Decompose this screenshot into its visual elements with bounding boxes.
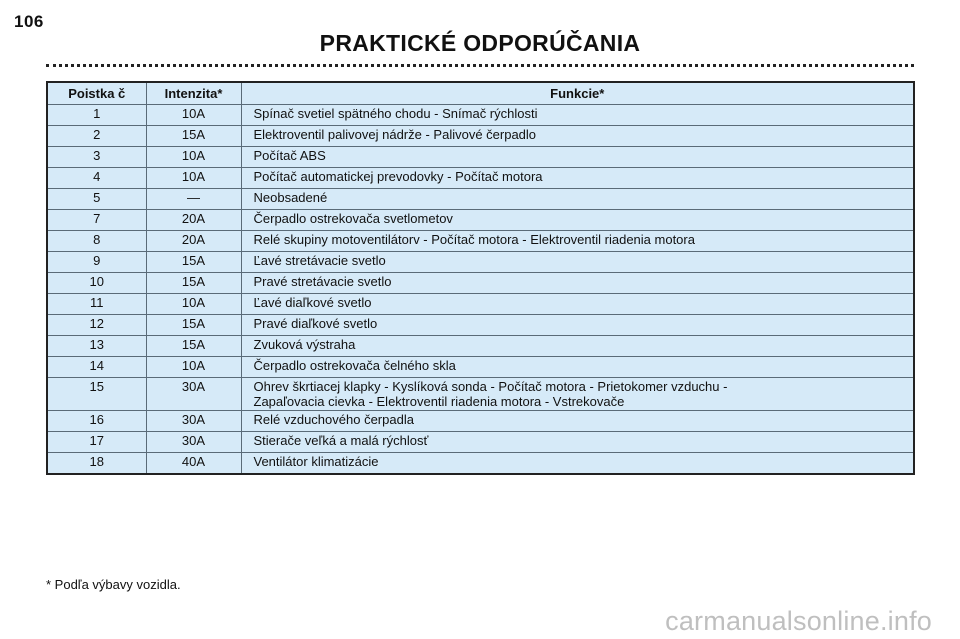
table-row [47, 432, 914, 453]
amperage-cell: 15A [146, 315, 241, 336]
fuse-number-cell: 4 [47, 168, 146, 189]
function-cell [241, 168, 914, 189]
footnote: * Podľa výbavy vozidla. [46, 577, 181, 592]
watermark: carmanualsonline.info [665, 606, 932, 636]
function-text: Pravé diaľkové svetlo [253, 316, 378, 331]
function-text: Čerpadlo ostrekovača svetlometov [253, 211, 453, 226]
fuse-number-cell: 18 [47, 453, 146, 475]
table-row [47, 210, 914, 231]
fuse-number-cell: 9 [47, 252, 146, 273]
table-row [47, 126, 914, 147]
function-cell [241, 210, 914, 231]
header-amperage: Intenzita* [146, 82, 241, 105]
table-row [47, 453, 914, 475]
function-cell [241, 432, 914, 453]
amperage-cell: 10A [146, 168, 241, 189]
amperage-cell: 15A [146, 126, 241, 147]
table-row [47, 357, 914, 378]
fuse-table-body [47, 105, 914, 475]
function-cell [241, 126, 914, 147]
table-row [47, 168, 914, 189]
amperage-cell: 15A [146, 252, 241, 273]
fuse-number-cell: 1 [47, 105, 146, 126]
fuse-number-cell: 8 [47, 231, 146, 252]
amperage-cell: 10A [146, 105, 241, 126]
function-cell [241, 357, 914, 378]
fuse-number-cell: 15 [47, 378, 146, 411]
table-row [47, 411, 914, 432]
table-row [47, 336, 914, 357]
function-text: Čerpadlo ostrekovača čelného skla [253, 358, 456, 373]
amperage-cell: 15A [146, 273, 241, 294]
table-row [47, 294, 914, 315]
function-text: Zvuková výstraha [253, 337, 356, 352]
fuse-table [46, 81, 915, 475]
function-cell [241, 189, 914, 210]
function-cell [241, 273, 914, 294]
amperage-cell: 10A [146, 294, 241, 315]
function-text: Ľavé diaľkové svetlo [253, 295, 372, 310]
table-row [47, 315, 914, 336]
function-cell [241, 252, 914, 273]
function-text: Zapaľovacia cievka - Elektroventil riadenia motora - Vstrekovače [253, 394, 625, 409]
function-text: Neobsadené [253, 190, 328, 205]
function-text: Stierače veľká a malá rýchlosť [253, 433, 429, 448]
fuse-number-cell: 12 [47, 315, 146, 336]
function-cell [241, 336, 914, 357]
amperage-cell: 30A [146, 432, 241, 453]
amperage-cell: 10A [146, 357, 241, 378]
function-text: Relé vzduchového čerpadla [253, 412, 414, 427]
fuse-number-cell: 13 [47, 336, 146, 357]
function-text: Pravé stretávacie svetlo [253, 274, 392, 289]
fuse-number-cell: 7 [47, 210, 146, 231]
function-text: Elektroventil palivovej nádrže - Palivové čerpadlo [253, 127, 537, 142]
page-number: 106 [14, 12, 44, 31]
function-cell [241, 378, 914, 411]
function-text: Relé skupiny motoventilátorv - Počítač motora - Elektroventil riadenia motora [253, 232, 695, 247]
table-row [47, 273, 914, 294]
table-row [47, 147, 914, 168]
function-cell [241, 294, 914, 315]
amperage-cell: 40A [146, 453, 241, 475]
dotted-divider [46, 64, 914, 67]
amperage-cell: 30A [146, 378, 241, 411]
fuse-number-cell: 10 [47, 273, 146, 294]
fuse-number-cell: 2 [47, 126, 146, 147]
table-row [47, 189, 914, 210]
fuse-number-cell: 5 [47, 189, 146, 210]
function-text: Počítač ABS [253, 148, 326, 163]
header-row [47, 82, 914, 105]
amperage-cell: 20A [146, 231, 241, 252]
function-cell [241, 105, 914, 126]
header-functions: Funkcie* [241, 82, 914, 105]
function-text: Počítač automatickej prevodovky - Počítač motora [253, 169, 543, 184]
header-fuse-number: Poistka č [47, 82, 146, 105]
fuse-table-header [47, 82, 914, 105]
function-cell [241, 147, 914, 168]
table-row [47, 378, 914, 411]
function-text: Ventilátor klimatizácie [253, 454, 379, 469]
amperage-cell: 20A [146, 210, 241, 231]
amperage-cell: — [146, 189, 241, 210]
function-text: Spínač svetiel spätného chodu - Snímač rýchlosti [253, 106, 538, 121]
amperage-cell: 10A [146, 147, 241, 168]
amperage-cell: 15A [146, 336, 241, 357]
fuse-number-cell: 14 [47, 357, 146, 378]
fuse-number-cell: 17 [47, 432, 146, 453]
function-cell [241, 315, 914, 336]
page-title: PRAKTICKÉ ODPORÚČANIA [319, 30, 641, 56]
table-row [47, 252, 914, 273]
function-cell [241, 411, 914, 432]
function-text: Ohrev škrtiacej klapky - Kyslíková sonda - Počítač motora - Prietokomer vzduchu - [253, 379, 728, 394]
function-cell [241, 453, 914, 475]
table-row [47, 231, 914, 252]
table-row [47, 105, 914, 126]
fuse-number-cell: 16 [47, 411, 146, 432]
fuse-number-cell: 11 [47, 294, 146, 315]
fuse-number-cell: 3 [47, 147, 146, 168]
function-text: Ľavé stretávacie svetlo [253, 253, 386, 268]
function-cell [241, 231, 914, 252]
amperage-cell: 30A [146, 411, 241, 432]
